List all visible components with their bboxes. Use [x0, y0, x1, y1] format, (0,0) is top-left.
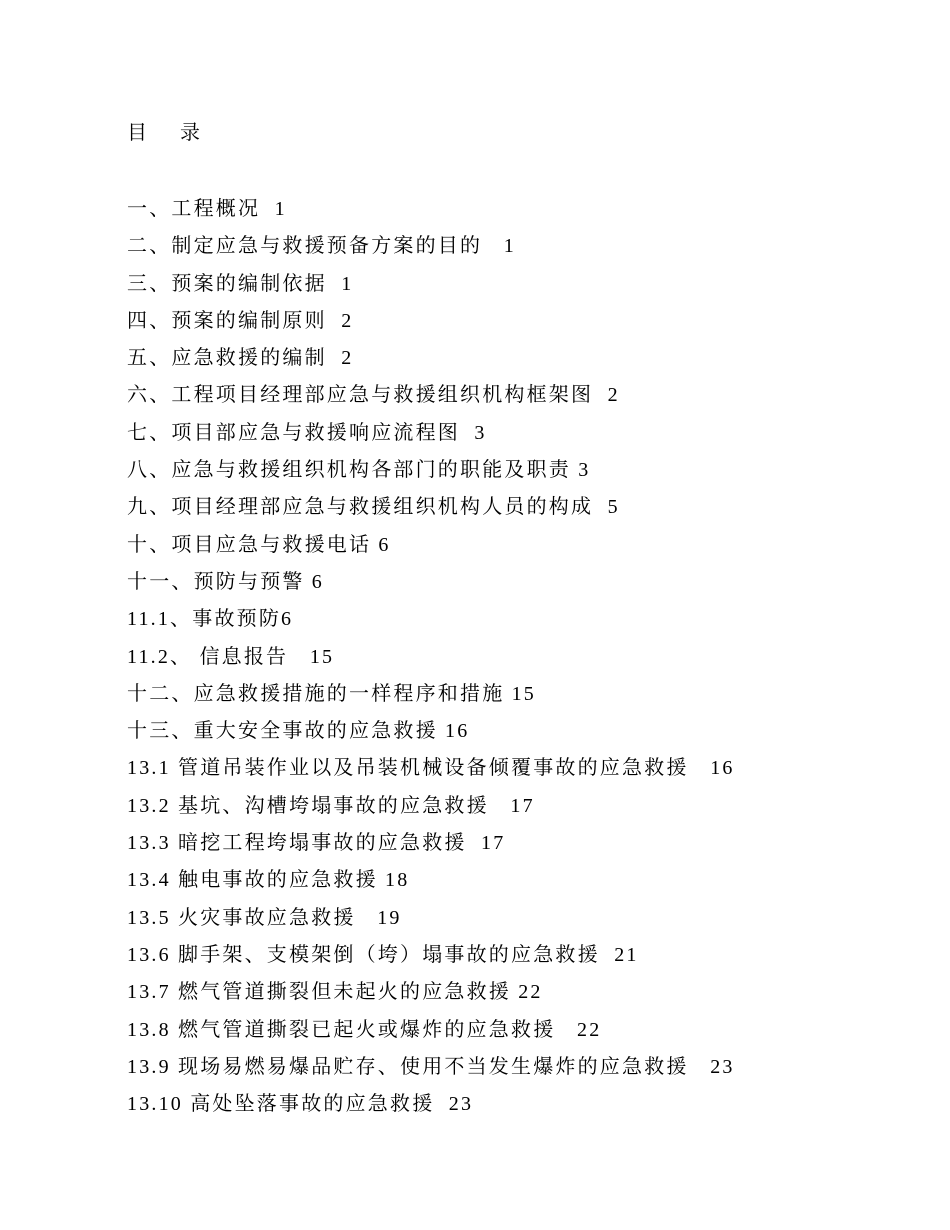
toc-entry: 六、工程项目经理部应急与救援组织机构框架图 2: [127, 384, 620, 407]
toc-entry: 九、项目经理部应急与救援组织机构人员的构成 5: [127, 496, 620, 519]
toc-entry: 13.8 燃气管道撕裂已起火或爆炸的应急救援 22: [127, 1018, 602, 1041]
toc-entry: 13.4 触电事故的应急救援 18: [127, 869, 410, 892]
toc-entry: 13.7 燃气管道撕裂但未起火的应急救援 22: [127, 981, 543, 1004]
toc-entry: 十三、重大安全事故的应急救援 16: [127, 720, 470, 743]
toc-entry: 13.9 现场易燃易爆品贮存、使用不当发生爆炸的应急救援 23: [127, 1055, 735, 1078]
toc-entry: 11.1、事故预防6: [127, 608, 294, 631]
toc-entry: 13.3 暗挖工程垮塌事故的应急救援 17: [127, 832, 506, 855]
toc-entry: 十二、应急救援措施的一样程序和措施 15: [127, 682, 536, 705]
toc-entry: 13.10 高处坠落事故的应急救援 23: [127, 1093, 474, 1116]
toc-entry: 11.2、 信息报告 15: [127, 645, 335, 668]
toc-entry: 十一、预防与预警 6: [127, 570, 324, 593]
toc-entry: 八、应急与救援组织机构各部门的职能及职责 3: [127, 459, 591, 482]
toc-title: 目 录: [127, 122, 214, 144]
toc-entry: 13.5 火灾事故应急救援 19: [127, 906, 402, 929]
toc-entry: 13.1 管道吊装作业以及吊装机械设备倾覆事故的应急救援 16: [127, 757, 735, 780]
toc-entry: 三、预案的编制依据 1: [127, 272, 354, 295]
toc-entry: 五、应急救援的编制 2: [127, 347, 354, 370]
toc-entry: 二、制定应急与救援预备方案的目的 1: [127, 235, 516, 258]
toc-entry: 13.2 基坑、沟槽垮塌事故的应急救援 17: [127, 794, 535, 817]
toc-entry: 四、预案的编制原则 2: [127, 309, 354, 332]
toc-list: [127, 193, 927, 1125]
toc-entry: 13.6 脚手架、支模架倒（垮）塌事故的应急救援 21: [127, 943, 639, 966]
toc-entry: 十、项目应急与救援电话 6: [127, 533, 391, 556]
toc-entry: 七、项目部应急与救援响应流程图 3: [127, 421, 487, 444]
toc-entry: 一、工程概况 1: [127, 198, 287, 220]
